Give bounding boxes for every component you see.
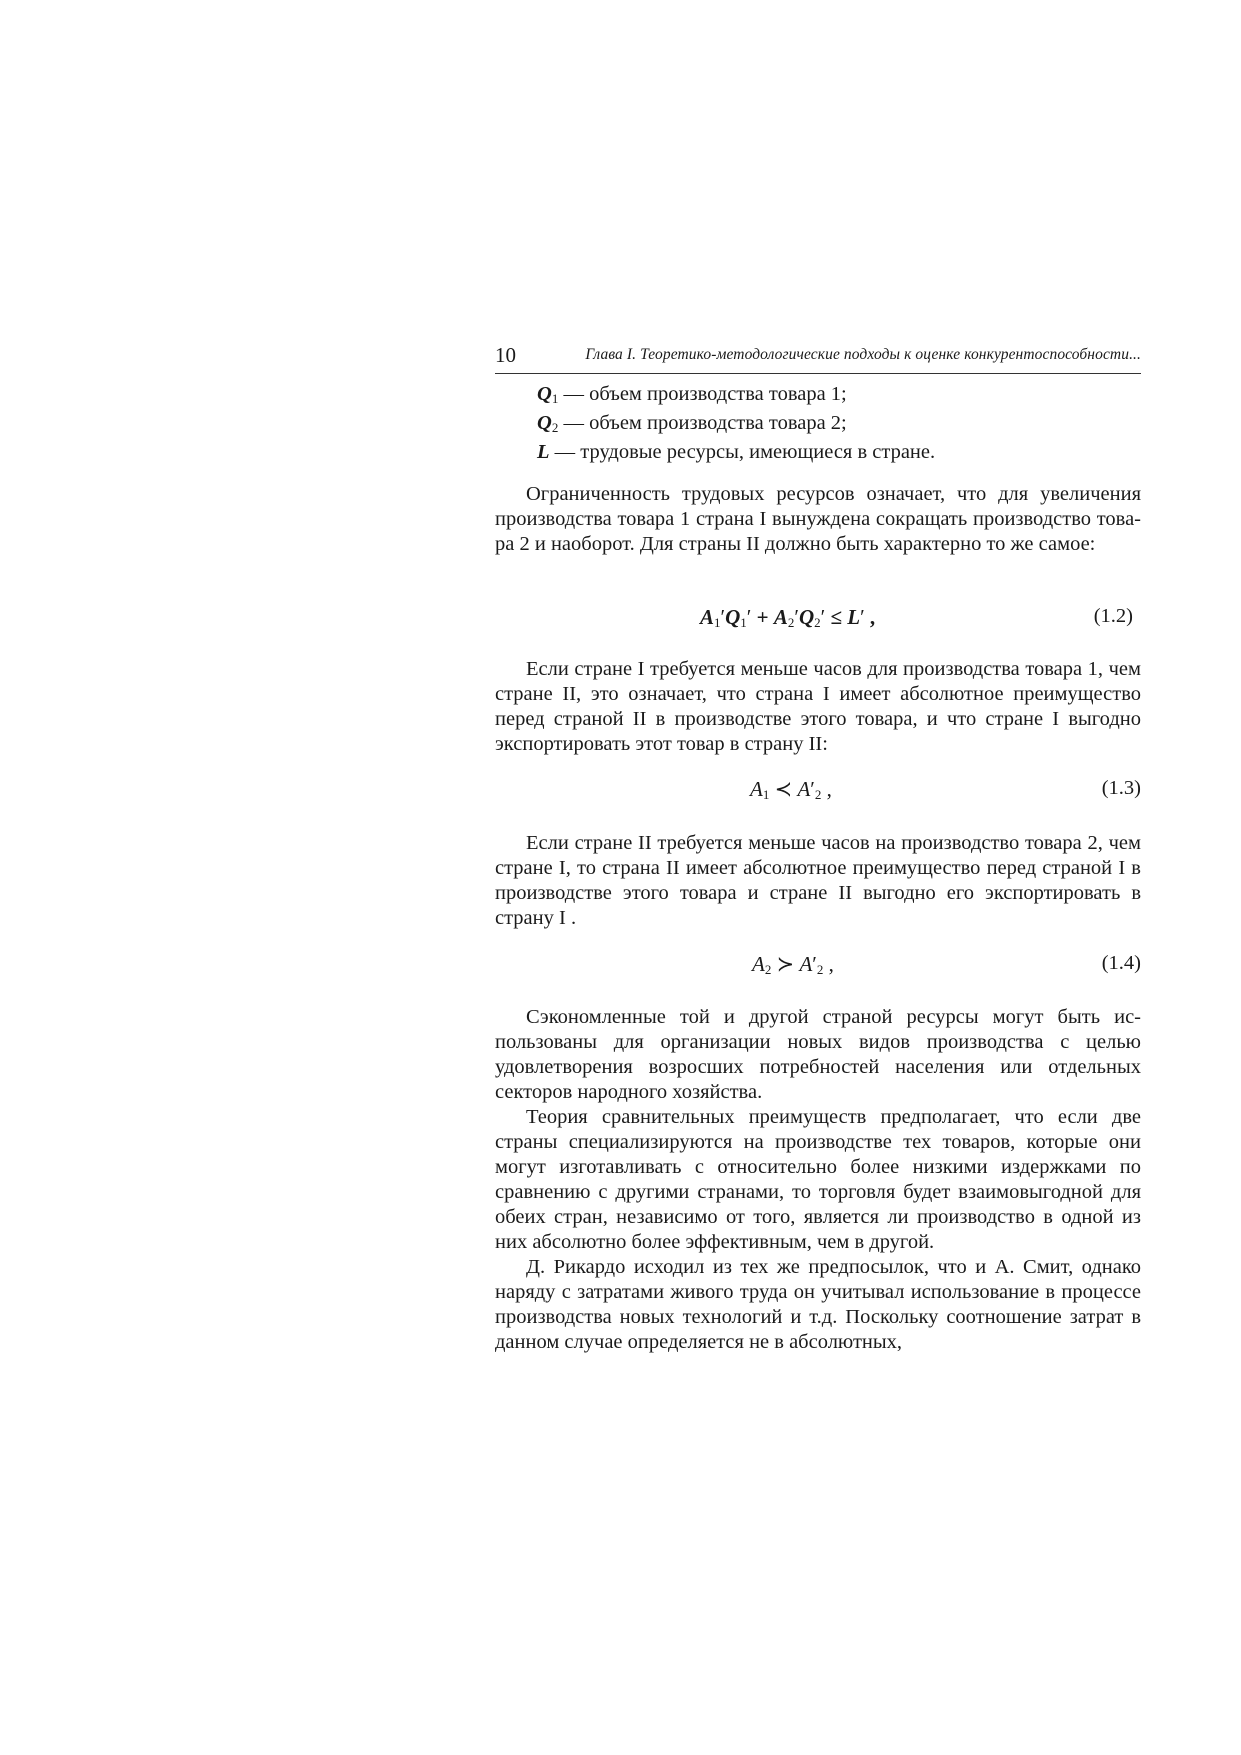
definition-symbol: L	[537, 441, 550, 463]
paragraph-saved-resources: Сэкономленные той и другой страной ресурсы могут быть использованы для организации новых видов производства с целью удовлетворения возросших потребностей населения или отдельных секторов народного хозяйства.	[495, 1006, 1141, 1103]
definition-text: — объем производства товара 1;	[558, 383, 847, 405]
paragraph-block-2	[495, 657, 1141, 757]
equation-number: (1.3)	[1101, 777, 1141, 799]
paragraph-block-4	[495, 1005, 1141, 1355]
definition-text: — объем производства товара 2;	[558, 412, 847, 434]
paragraph-block-3	[495, 831, 1141, 931]
equation-1-4-body: $A_2$ ≻ $A'_2$ ,	[752, 952, 834, 977]
definition-symbol: $Q_1$	[537, 383, 559, 406]
equation-1-3	[495, 777, 1141, 807]
equation-1-4	[495, 952, 1141, 982]
running-header	[495, 343, 1141, 374]
running-title: Глава I. Теоретико-методологические подходы к оценке конкурентоспособности...	[585, 346, 1141, 363]
definition-q2	[495, 411, 1141, 440]
definition-text: — трудовые ресурсы, имеющиеся в стране.	[549, 441, 936, 463]
paragraph-absolute-advantage-1: Если стране I требуется меньше часов для производства товара 1, чем стране II, это означает, что страна I имеет абсолютное преимущество перед страной II в производстве этого товара, и что стране I выгодно экспортировать этот товар в страну II:	[495, 658, 1141, 755]
paragraph-absolute-advantage-2: Если стране II требуется меньше часов на производство товара 2, чем стране I, то страна II имеет абсолютное преимущество перед страной I в производстве этого товара и стране II выгодно его экспортировать в страну I .	[495, 832, 1141, 929]
paragraph-comparative-advantage: Теория сравнительных преимуществ предполагает, что если две страны специализируются на производстве тех товаров, которые они могут изготавливать с относительно более низкими издержками по сравнению с другими странами, то торговля будет взаимовыгодной для обеих стран, независимо от того, является ли производство в одной из них абсолютно более эффективным, чем в другой.	[495, 1106, 1141, 1253]
equation-1-2-body: $A_1'Q_1' + A_2'Q_2' \le L'$ ,	[700, 605, 876, 630]
paragraph-block-1	[495, 482, 1141, 557]
paragraph-ricardo: Д. Рикардо исходил из тех же предпосылок, что и А. Смит, однако наряду с затратами живого труда он учитывал использование в процессе производства новых технологий и т.д. Поскольку соотношение затрат в данном случае определяется не в абсолютных,	[495, 1256, 1141, 1353]
definition-list	[495, 382, 1141, 465]
equation-1-3-body: $A_1$ ≺ $A'_2$ ,	[750, 777, 832, 802]
equation-number: (1.2)	[1093, 605, 1133, 627]
page-number: 10	[495, 343, 516, 367]
equation-number: (1.4)	[1101, 952, 1141, 974]
definition-symbol: $Q_2$	[537, 412, 559, 435]
paragraph-labor-limits: Ограниченность трудовых ресурсов означает, что для увеличения производства товара 1 страна I вынуждена сокращать производство товара 2 и наоборот. Для страны II должно быть характерно то же самое:	[495, 483, 1141, 555]
definition-l	[495, 440, 1141, 465]
equation-1-2	[495, 605, 1141, 635]
definition-q1	[495, 382, 1141, 411]
